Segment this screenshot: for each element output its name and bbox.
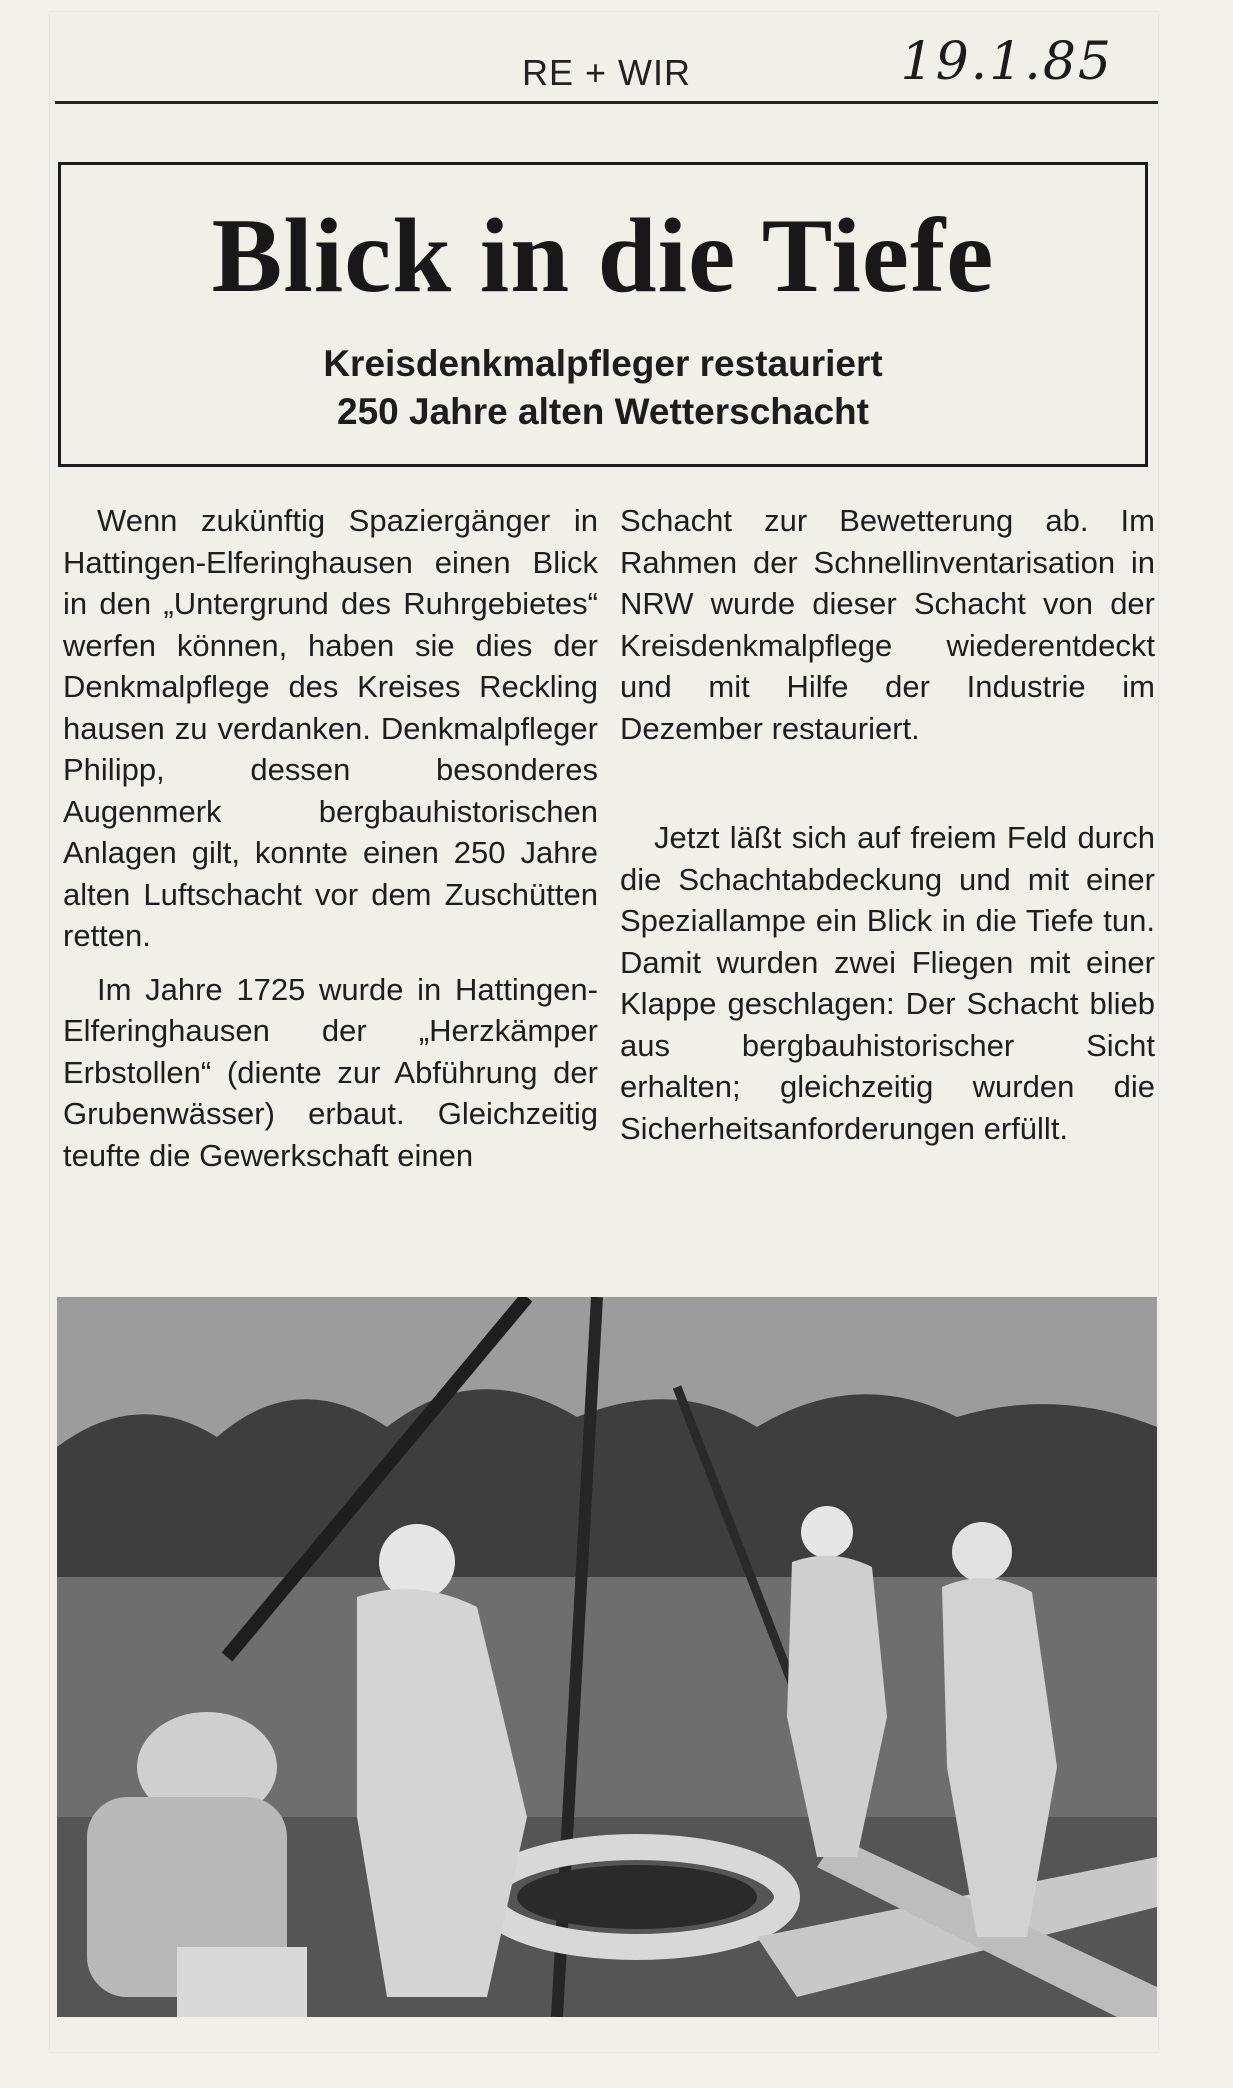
newspaper-photo-workers-at-shaft-icon <box>57 1297 1157 2017</box>
paragraph-4: Jetzt läßt sich auf freiem Feld durch die Schachtabdeckung und mit einer Speziallampe ein Blick in die Tiefe tun. Damit wurden zwei Fliegen mit einer Klappe geschlagen: Der Schacht blieb aus bergbauhistorischer Sicht erhalten; gleichzeitig wurden die Sicherheitsanforderungen erfüllt. <box>620 820 1155 1146</box>
subheadline-line-1: Kreisdenkmalpfleger restauriert <box>323 343 883 384</box>
paragraph-2: Im Jahre 1725 wurde in Hattingen-Elferinghausen der „Herzkämper Erbstollen“ (diente zur Abführung der Grubenwässer) erbaut. Gleichzeitig teufte die Gewerkschaft einen <box>63 971 598 1173</box>
masthead <box>55 32 1158 102</box>
headline-box <box>58 162 1148 467</box>
paragraph-1: Wenn zukünftig Spaziergänger in Hattingen-Elferinghausen einen Blick in den „Untergrund des Ruhrgebietes“ werfen können, haben sie dies der Denkmalpflege des Kreises Reckling hausen zu verdanken. Denkmalpfleger Philipp, dessen besonderes Augenmerk bergbauhistorischen Anlagen gilt, konnte einen 250 Jahre alten Luftschacht vor dem Zuschütten retten. <box>63 503 598 953</box>
handwritten-date: 19.1.85 <box>900 32 1113 92</box>
paragraph-3: Schacht zur Bewetterung ab. Im Rahmen der Schnellinventarisation in NRW wurde dieser Schacht von der Kreisdenkmalpflege wiederentdeckt und mit Hilfe der Industrie im Dezember restauriert. <box>620 503 1155 746</box>
article-column-left <box>63 500 598 1188</box>
subheadline <box>61 340 1145 436</box>
subheadline-line-2: 250 Jahre alten Wetterschacht <box>337 391 869 432</box>
header-rule <box>55 101 1158 104</box>
article-column-right <box>620 500 1155 1161</box>
article-photo <box>57 1297 1157 2017</box>
headline: Blick in die Tiefe <box>211 197 995 314</box>
section-label: RE + WIR <box>521 52 691 93</box>
